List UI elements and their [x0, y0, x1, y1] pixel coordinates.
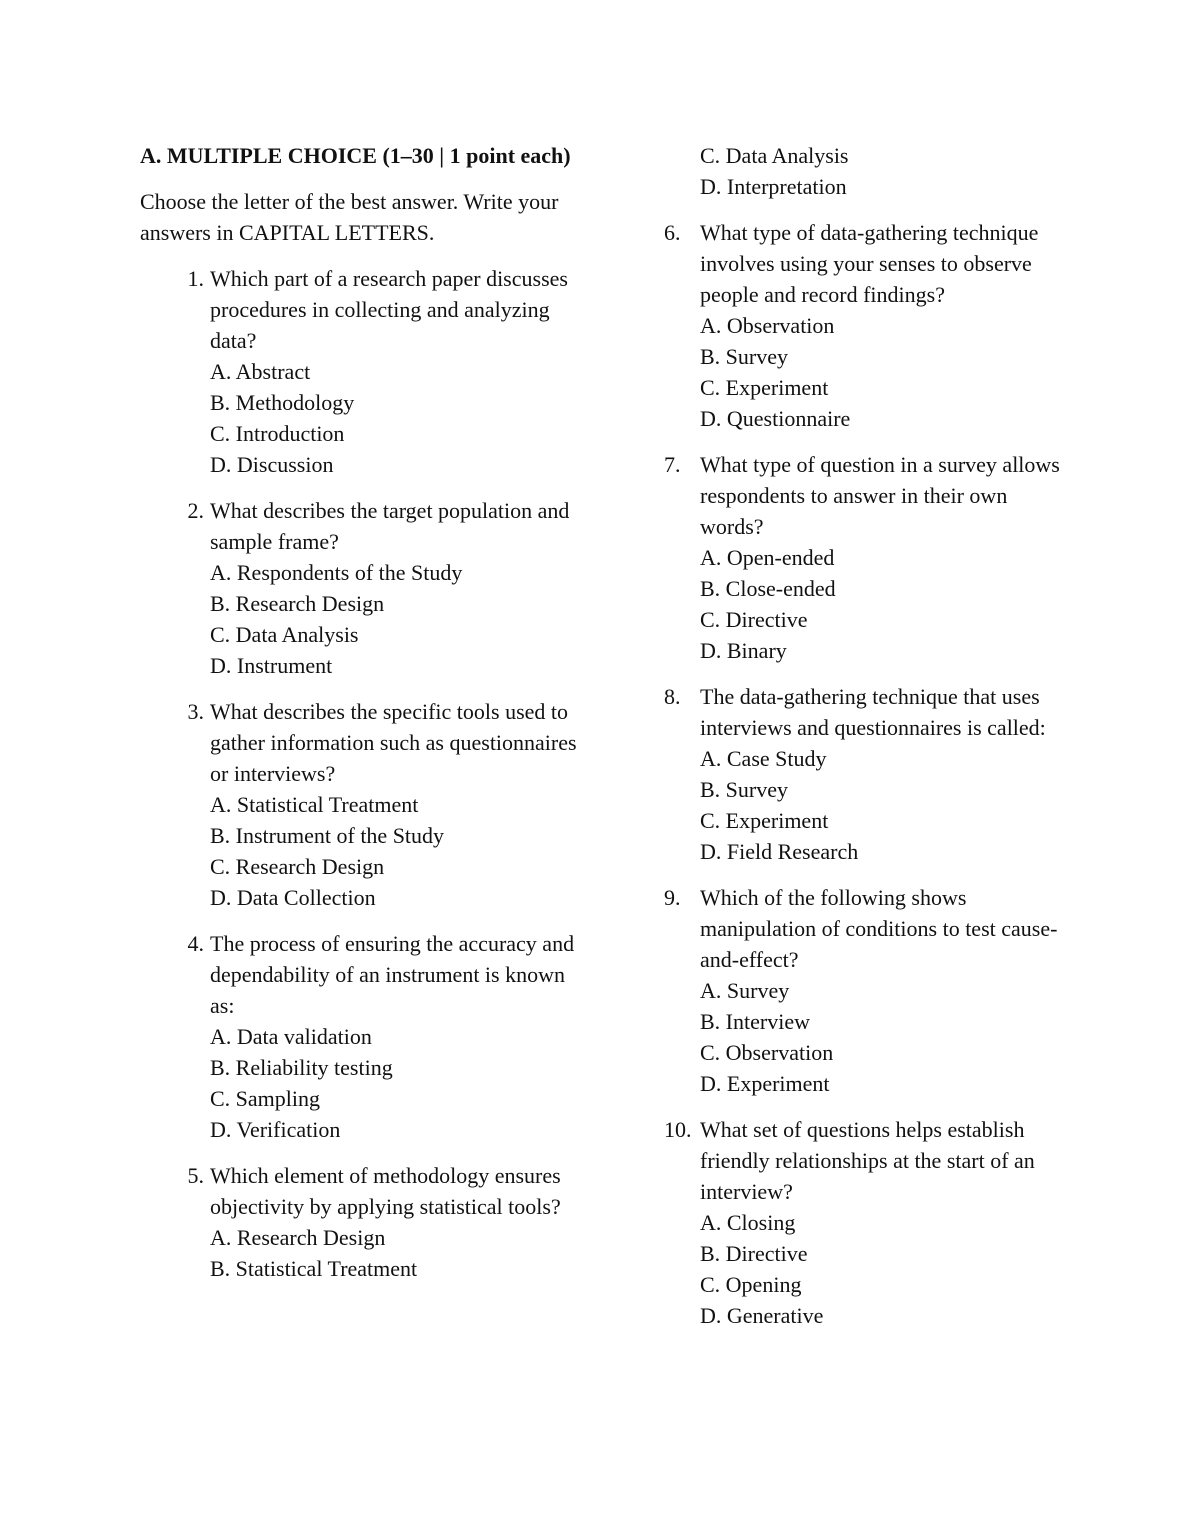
- option-b: B. Instrument of the Study: [210, 823, 445, 848]
- option-d: D. Discussion: [210, 452, 334, 477]
- question-text: The data-gathering technique that uses interviews and questionnaires is called:: [700, 684, 1046, 740]
- option-d: D. Data Collection: [210, 885, 376, 910]
- question-7: [664, 449, 1064, 666]
- option-b: B. Directive: [700, 1241, 808, 1266]
- option-d: D. Instrument: [210, 653, 333, 678]
- option-a: A. Observation: [700, 313, 835, 338]
- option-c: C. Opening: [700, 1272, 802, 1297]
- question-text: Which element of methodology ensures objectivity by applying statistical tools?: [210, 1163, 561, 1219]
- option-c: C. Experiment: [700, 375, 829, 400]
- question-number: 2.: [187, 498, 204, 523]
- option-c: C. Data Analysis: [700, 143, 849, 168]
- option-b: B. Close-ended: [700, 576, 836, 601]
- question-6: [664, 217, 1064, 434]
- option-c: C. Data Analysis: [210, 622, 359, 647]
- question-number: 6.: [664, 220, 681, 245]
- question-5: [140, 1160, 580, 1284]
- section-heading: A. MULTIPLE CHOICE (1–30 | 1 point each): [140, 143, 571, 168]
- question-number: 8.: [664, 684, 681, 709]
- option-a: A. Case Study: [700, 746, 827, 771]
- question-text: The process of ensuring the accuracy and dependability of an instrument is known as:: [210, 931, 575, 1018]
- question-number: 10.: [664, 1117, 692, 1142]
- question-text: What type of question in a survey allows respondents to answer in their own words?: [700, 452, 1060, 539]
- option-b: B. Methodology: [210, 390, 355, 415]
- question-number: 3.: [187, 699, 204, 724]
- question-number: 9.: [664, 885, 681, 910]
- option-c: C. Observation: [700, 1040, 834, 1065]
- section-instructions: Choose the letter of the best answer. Write your answers in CAPITAL LETTERS.: [140, 189, 559, 245]
- option-b: B. Interview: [700, 1009, 810, 1034]
- question-text: What describes the specific tools used to gather information such as questionnaires or interviews?: [210, 699, 577, 786]
- question-9: [664, 882, 1064, 1099]
- question-text: What describes the target population and sample frame?: [210, 498, 570, 554]
- option-c: C. Introduction: [210, 421, 345, 446]
- option-a: A. Data validation: [210, 1024, 372, 1049]
- option-d: D. Interpretation: [700, 174, 847, 199]
- option-b: B. Survey: [700, 777, 788, 802]
- option-a: A. Open-ended: [700, 545, 835, 570]
- option-a: A. Survey: [700, 978, 790, 1003]
- question-10: [664, 1114, 1064, 1331]
- question-2: [140, 495, 580, 681]
- question-number: 1.: [187, 266, 204, 291]
- option-a: A. Closing: [700, 1210, 796, 1235]
- option-d: D. Generative: [700, 1303, 824, 1328]
- question-number: 7.: [664, 452, 681, 477]
- option-c: C. Experiment: [700, 808, 829, 833]
- option-c: C. Research Design: [210, 854, 385, 879]
- question-text: What set of questions helps establish friendly relationships at the start of an interview?: [700, 1117, 1035, 1204]
- question-number: 4.: [187, 931, 204, 956]
- question-8: [664, 681, 1064, 867]
- option-a: A. Statistical Treatment: [210, 792, 419, 817]
- option-d: D. Questionnaire: [700, 406, 851, 431]
- question-text: Which of the following shows manipulation of conditions to test cause-and-effect?: [700, 885, 1058, 972]
- option-b: B. Statistical Treatment: [210, 1256, 418, 1281]
- question-text: What type of data-gathering technique involves using your senses to observe people and record findings?: [700, 220, 1039, 307]
- question-1: [140, 263, 580, 480]
- option-b: B. Survey: [700, 344, 788, 369]
- option-a: A. Research Design: [210, 1225, 386, 1250]
- question-3: [140, 696, 580, 913]
- question-4: [140, 928, 580, 1145]
- question-text: Which part of a research paper discusses procedures in collecting and analyzing data?: [210, 266, 568, 353]
- option-d: D. Verification: [210, 1117, 341, 1142]
- option-d: D. Binary: [700, 638, 787, 663]
- right-column: [664, 140, 1064, 1331]
- option-d: D. Field Research: [700, 839, 859, 864]
- question-number: 5.: [187, 1163, 204, 1188]
- option-c: C. Directive: [700, 607, 808, 632]
- left-column: [140, 140, 580, 1284]
- option-c: C. Sampling: [210, 1086, 321, 1111]
- option-a: A. Abstract: [210, 359, 311, 384]
- option-b: B. Reliability testing: [210, 1055, 393, 1080]
- option-b: B. Research Design: [210, 591, 385, 616]
- option-d: D. Experiment: [700, 1071, 830, 1096]
- question-5-continued: [664, 140, 1064, 202]
- option-a: A. Respondents of the Study: [210, 560, 463, 585]
